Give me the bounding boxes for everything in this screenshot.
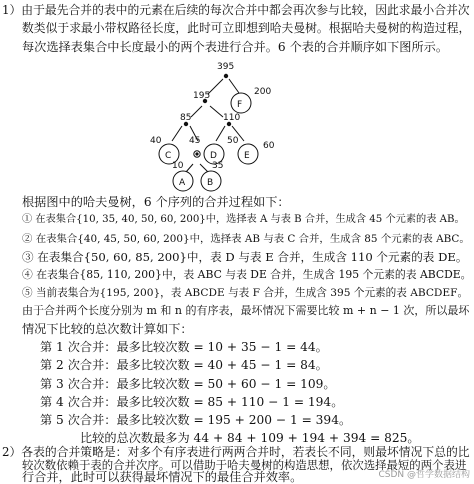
step-2: ② 在表集合{40, 45, 50, 60, 200}中，选择表 AB 与表 C 合并，生成含 85 个元素的表 ABC。 <box>22 233 470 245</box>
huffman-tree-figure <box>0 0 474 200</box>
count-5: 第 5 次合并：最多比较次数 = 195 + 200 − 1 = 394。 <box>40 413 352 427</box>
step-1: ① 在表集合{10, 35, 40, 50, 60, 200}中，选择表 A 与表 B 合并，生成含 45 个元素的表 AB。 <box>22 214 465 225</box>
node-label-195: 195 <box>193 91 211 101</box>
edge-label-40: 40 <box>150 136 162 146</box>
para1-line2: 数类似于求最小带权路径长度，此时可立即想到哈夫曼树。根据哈夫曼树的构造过程， <box>22 21 471 35</box>
node-label-45: 45 <box>189 136 201 146</box>
node-label-F: F <box>237 100 243 110</box>
count-1: 第 1 次合并：最多比较次数 = 10 + 35 − 1 = 44。 <box>40 340 328 354</box>
para2-line1: 2）各表的合并策略是：对多个有序表进行两两合并时，若表长不同，则最坏情况下总的比 <box>2 445 470 459</box>
edge-label-10: 10 <box>172 161 184 171</box>
node-label-E: E <box>244 151 250 161</box>
node-label-B: B <box>207 178 214 188</box>
edge-label-50: 50 <box>227 136 239 146</box>
node-label-110: 110 <box>223 113 241 123</box>
node-label-60-right: 60 <box>263 141 275 151</box>
huffman-tree-svg <box>0 0 474 200</box>
para1-line3: 每次选择表集合中长度最小的两个表进行合并。6 个表的合并顺序如下图所示。 <box>22 40 449 54</box>
para2-line2: 较次数依赖于表的合并次序。可以借助于哈夫曼树的构造思想，依次选择最短的两个表进 <box>22 458 467 472</box>
merge-explanation-2: 情况下比较的总次数计算如下： <box>22 322 193 336</box>
node-label-395: 395 <box>217 62 235 72</box>
steps-intro: 根据图中的哈夫曼树，6 个序列的合并过程如下： <box>22 195 290 209</box>
para1-line1: 1）由于最先合并的表中的元素在后续的每次合并中都会再次参与比较，因此求最小合并次 <box>2 3 470 17</box>
count-3: 第 3 次合并：最多比较次数 = 50 + 60 − 1 = 109。 <box>40 377 336 391</box>
count-4: 第 4 次合并：最多比较次数 = 85 + 110 − 1 = 194。 <box>40 395 344 409</box>
step-5: ⑤ 当前表集合为{195, 200}，表 ABCDE 与表 F 合并，生成含 395 个元素的表 ABCDEF。 <box>22 287 469 299</box>
edge-label-200: 200 <box>254 87 272 97</box>
count-total: 比较的总次数最多为 44 + 84 + 109 + 194 + 394 = 825。 <box>80 431 420 445</box>
count-2: 第 2 次合并：最多比较次数 = 40 + 45 − 1 = 84。 <box>40 358 328 372</box>
node-label-D: D <box>210 151 217 161</box>
merge-explanation-1: 由于合并两个长度分别为 m 和 n 的有序表，最坏情况下需要比较 m + n − 1 次，所以最坏 <box>22 304 470 317</box>
step-4: ④ 在表集合{85, 110, 200}中，表 ABC 与表 DE 合并，生成含 195 个元素的表 ABCDE。 <box>22 268 472 281</box>
step-3: ③ 在表集合{50, 60, 85, 200}中，表 D 与表 E 合并，生成含 110 个元素的表 DE。 <box>22 250 468 264</box>
edge-label-35: 35 <box>212 161 224 171</box>
node-label-C: C <box>165 151 172 161</box>
para2-line3: 行合并，此时可以获得最坏情况下的最佳合并效率。 <box>22 470 303 484</box>
node-label-A: A <box>179 178 186 188</box>
watermark: CSDN @哲学数据结构 <box>378 470 470 480</box>
node-label-85: 85 <box>180 113 192 123</box>
